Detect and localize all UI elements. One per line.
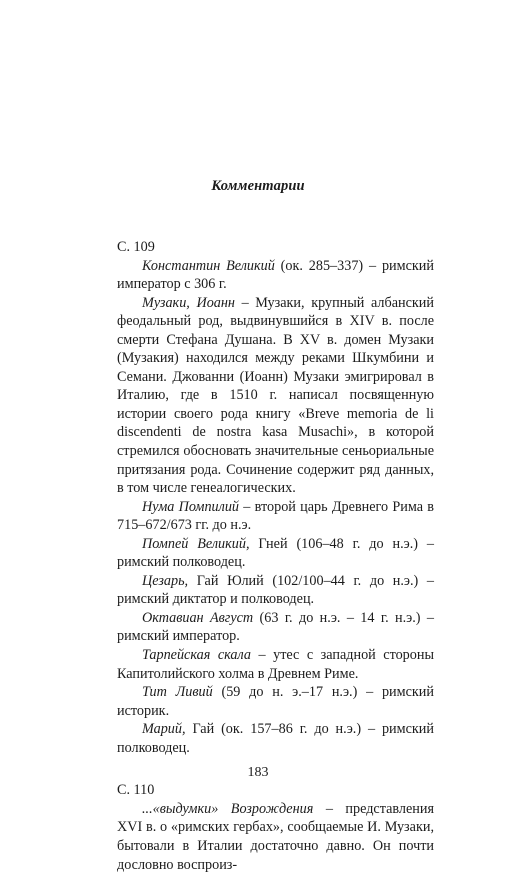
entry-term: Тарпейская скала	[142, 647, 251, 664]
commentary-entry	[117, 572, 434, 609]
entry-text: – утес с западной стороны Капитолийского холма в Древнем Риме.	[117, 647, 434, 682]
commentary-entry	[117, 498, 434, 535]
entry-text: (59 до н. э.–17 н.э.) – римский историк.	[117, 684, 434, 719]
entry-text: Гней (106–48 г. до н.э.) – римский полководец.	[117, 535, 434, 571]
entry-term: Октавиан Август	[142, 609, 254, 626]
page-reference-label: С. 110	[117, 782, 155, 799]
commentary-entry	[117, 800, 434, 874]
entry-text: (63 г. до н.э. – 14 г. н.э.) – римский император.	[117, 609, 434, 645]
commentary-entry	[117, 294, 434, 498]
entry-term: ...«выдумки» Возрождения	[142, 800, 314, 817]
commentary-entry	[117, 683, 434, 720]
entry-term: Помпей Великий,	[142, 535, 250, 552]
commentary-entry	[117, 720, 434, 757]
entry-term: Нума Помпилий	[142, 498, 240, 515]
commentary-entry	[117, 257, 434, 294]
entry-term: Музаки, Иоанн	[142, 294, 235, 311]
section-heading: Комментарии	[211, 178, 305, 194]
entry-text: (ок. 285–337) – римский император с 306 г.	[117, 257, 434, 293]
page-number: 183	[247, 765, 269, 780]
commentary-entry	[117, 609, 434, 646]
entry-term: Марий,	[142, 721, 186, 738]
commentary-entry	[117, 535, 434, 572]
entry-text: – представления XVI в. о «римских гербах», сообщаемые И. Музаки, бытовали в Италии достаточно давно. Он почти дословно воспроиз-	[117, 800, 434, 873]
entry-text: Гай (ок. 157–86 г. до н.э.) – римский полководец.	[117, 721, 434, 756]
entry-text: Гай Юлий (102/100–44 г. до н.э.) – римский диктатор и полководец.	[117, 572, 434, 608]
page-reference-label: С. 109	[117, 239, 155, 255]
entry-term: Цезарь,	[142, 572, 189, 589]
commentary-entry	[117, 646, 434, 683]
entry-term: Тит Ливий	[142, 684, 213, 701]
entry-term: Константин Великий	[142, 257, 275, 274]
entry-text: – Музаки, крупный албанский феодальный род, выдвинувшийся в XIV в. после смерти Стефана Душана. В XV в. домен Музаки (Музакия) находился между реками Шкумбини и Семани. Джованни (Иоанн) Музаки эмигрировал в Италию, где в 1510 г. написал посвященную истории своего рода книгу «Breve memoria de li discendenti de nostra kasa Musachi», в которой стремился обосновать значительные сеньориальные притязания рода. Сочинение содержит ряд данных, в том числе генеалогических.	[117, 294, 434, 497]
entry-text: – второй царь Древнего Рима в 715–672/673 гг. до н.э.	[117, 498, 434, 534]
